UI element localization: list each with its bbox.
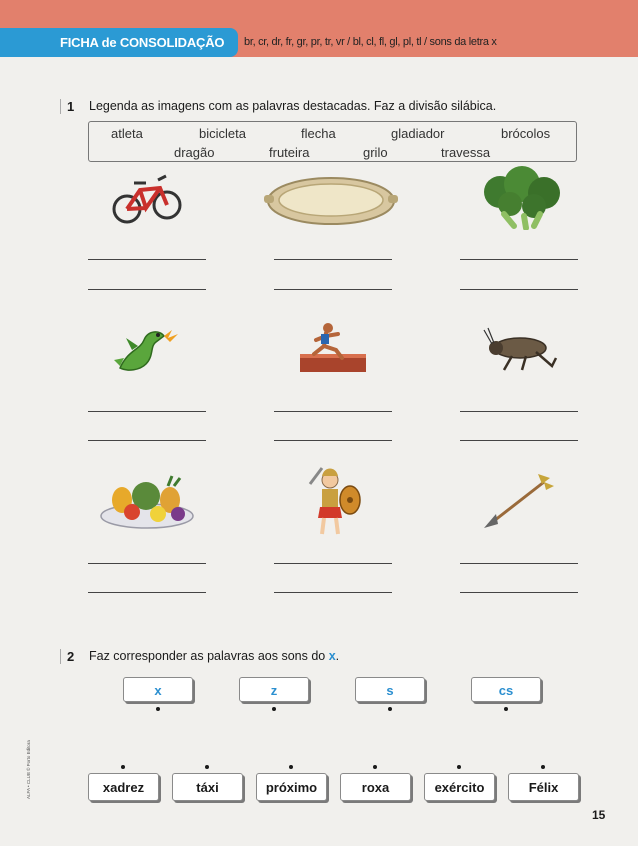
sound-z-box: z	[239, 677, 309, 702]
answer-line	[274, 411, 392, 412]
answer-line	[460, 563, 578, 564]
tray-icon	[264, 175, 398, 227]
top-band	[0, 0, 638, 28]
word-proximo: próximo	[256, 773, 327, 801]
match-dot[interactable]	[121, 765, 125, 769]
dragon-icon	[110, 320, 182, 376]
answer-line	[274, 563, 392, 564]
word-bank-item: gladiador	[391, 126, 445, 141]
answer-line	[460, 440, 578, 441]
exercise-1-number: 1	[60, 99, 74, 114]
match-dot[interactable]	[205, 765, 209, 769]
exercise-2-number: 2	[60, 649, 74, 664]
exercise-1-instruction: Legenda as imagens com as palavras destacadas. Faz a divisão silábica.	[89, 99, 497, 113]
word-bank-item: brócolos	[501, 126, 551, 141]
answer-line	[88, 259, 206, 260]
copyright-note: ALFA • CLUB © Porto Editora	[26, 740, 31, 799]
bicycle-icon	[110, 168, 182, 230]
fruit-bowl-icon	[98, 472, 196, 530]
match-dot[interactable]	[388, 707, 392, 711]
word-bank-item: travessa	[441, 145, 491, 160]
word-bank-item: dragão	[174, 145, 215, 160]
answer-line	[460, 259, 578, 260]
word-taxi: táxi	[172, 773, 243, 801]
word-xadrez: xadrez	[88, 773, 159, 801]
answer-line	[88, 592, 206, 593]
answer-line	[88, 440, 206, 441]
sound-s-box: s	[355, 677, 425, 702]
sound-x-box: x	[123, 677, 193, 702]
answer-line	[88, 563, 206, 564]
word-felix: Félix	[508, 773, 579, 801]
match-dot[interactable]	[156, 707, 160, 711]
athlete-icon	[296, 320, 370, 378]
word-bank-item: flecha	[301, 126, 336, 141]
match-dot[interactable]	[272, 707, 276, 711]
worksheet-topics: br, cr, dr, fr, gr, pr, tr, vr / bl, cl, fl, gl, pl, tl / sons da letra x	[244, 36, 497, 48]
answer-line	[274, 289, 392, 290]
cricket-icon	[482, 326, 558, 374]
word-bank-item: grilo	[363, 145, 388, 160]
match-dot[interactable]	[457, 765, 461, 769]
answer-line	[460, 411, 578, 412]
match-dot[interactable]	[504, 707, 508, 711]
word-bank-item: bicicleta	[199, 126, 246, 141]
match-dot[interactable]	[373, 765, 377, 769]
gladiator-icon	[300, 462, 366, 540]
broccoli-icon	[474, 166, 570, 230]
match-dot[interactable]	[289, 765, 293, 769]
worksheet-title: FICHA de CONSOLIDAÇÃO	[0, 28, 238, 57]
answer-line	[274, 592, 392, 593]
word-bank-item: atleta	[111, 126, 143, 141]
word-bank	[88, 121, 577, 162]
page-number: 15	[592, 808, 606, 822]
exercise-2-instruction: Faz corresponder as palavras aos sons do x.	[89, 649, 340, 663]
arrow-icon	[480, 470, 560, 532]
answer-line	[460, 289, 578, 290]
match-dot[interactable]	[541, 765, 545, 769]
answer-line	[88, 289, 206, 290]
answer-line	[460, 592, 578, 593]
word-roxa: roxa	[340, 773, 411, 801]
word-bank-item: fruteira	[269, 145, 310, 160]
answer-line	[274, 259, 392, 260]
word-exercito: exército	[424, 773, 495, 801]
answer-line	[88, 411, 206, 412]
answer-line	[274, 440, 392, 441]
sound-cs-box: cs	[471, 677, 541, 702]
